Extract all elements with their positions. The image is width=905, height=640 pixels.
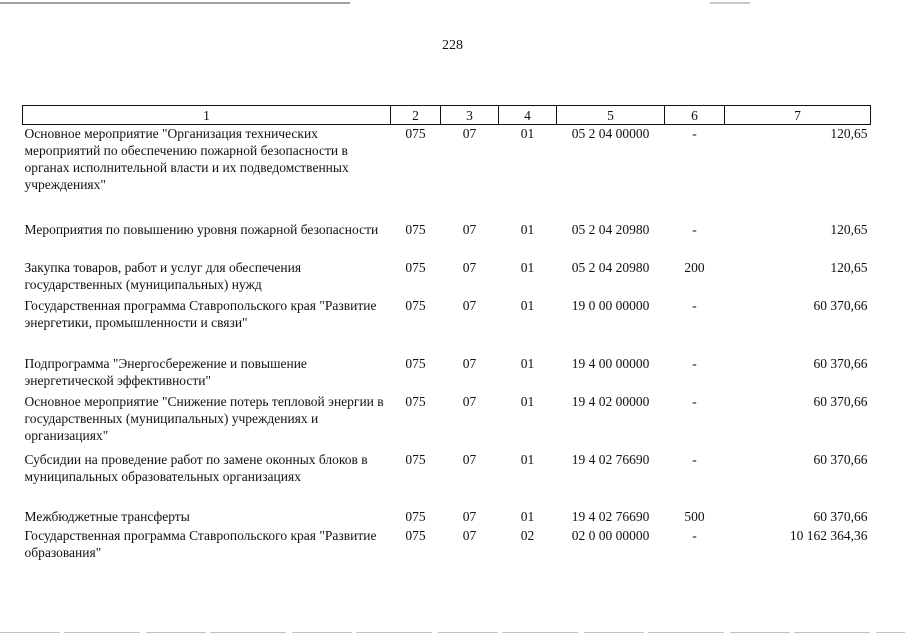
row-amount: 120,65 [830, 221, 868, 237]
table-row [23, 355, 871, 393]
row-amount: 120,65 [830, 259, 868, 275]
row-section-code: 07 [462, 259, 477, 275]
table-row [23, 259, 871, 297]
row-subsection-code: 01 [520, 508, 535, 524]
row-target-code: 05 2 04 00000 [571, 126, 650, 141]
row-name: Основное мероприятие "Снижение потерь тепловой энергии в государственных (муниципальных) учреждениях и организациях" [24, 393, 384, 443]
row-target-code: 19 4 00 00000 [571, 355, 650, 371]
table-row [23, 221, 871, 259]
row-name: Подпрограмма "Энергосбережение и повышение энергетической эффективности" [24, 355, 307, 388]
row-amount: 120,65 [830, 126, 868, 141]
row-name: Субсидии на проведение работ по замене оконных блоков в муниципальных образовательных организациях [24, 451, 368, 484]
row-expense-type: - [692, 393, 697, 409]
row-amount: 60 370,66 [813, 451, 868, 467]
row-amount: 60 370,66 [813, 297, 868, 313]
row-target-code: 19 4 02 76690 [571, 451, 650, 467]
scan-edge-top [0, 2, 905, 4]
row-ministry-code: 075 [405, 259, 426, 275]
row-expense-type: - [692, 451, 697, 467]
row-expense-type: - [692, 126, 697, 141]
table-row [23, 508, 871, 527]
row-subsection-code: 01 [520, 221, 535, 237]
row-name: Межбюджетные трансферты [24, 508, 190, 524]
row-subsection-code: 01 [520, 297, 535, 313]
column-header-5: 5 [557, 106, 665, 125]
row-ministry-code: 075 [405, 355, 426, 371]
row-target-code: 19 0 00 00000 [571, 297, 650, 313]
row-target-code: 19 4 02 76690 [571, 508, 650, 524]
row-target-code: 02 0 00 00000 [571, 527, 650, 543]
row-expense-type: - [692, 527, 697, 543]
row-target-code: 05 2 04 20980 [571, 221, 650, 237]
row-section-code: 07 [462, 393, 477, 409]
column-header-7: 7 [725, 106, 871, 125]
row-expense-type: 200 [684, 259, 705, 275]
row-amount: 60 370,66 [813, 508, 868, 524]
table-header-row [23, 106, 871, 125]
row-expense-type: - [692, 355, 697, 371]
row-ministry-code: 075 [405, 221, 426, 237]
row-ministry-code: 075 [405, 527, 426, 543]
row-subsection-code: 01 [520, 259, 535, 275]
row-name: Государственная программа Ставропольского края "Развитие образования" [24, 527, 377, 560]
table-row [23, 451, 871, 508]
row-ministry-code: 075 [405, 126, 426, 141]
row-ministry-code: 075 [405, 508, 426, 524]
table-row [23, 297, 871, 355]
column-header-4: 4 [499, 106, 557, 125]
row-subsection-code: 01 [520, 393, 535, 409]
row-section-code: 07 [462, 126, 477, 141]
row-ministry-code: 075 [405, 393, 426, 409]
row-section-code: 07 [462, 355, 477, 371]
row-name: Основное мероприятие "Организация технических мероприятий по обеспечению пожарной безопасности в органах исполнительной власти и их подведомственных учреждениях" [24, 126, 349, 192]
table-row [23, 527, 871, 565]
row-section-code: 07 [462, 221, 477, 237]
table-row [23, 125, 871, 221]
column-header-2: 2 [391, 106, 441, 125]
column-header-1: 1 [23, 106, 391, 125]
row-section-code: 07 [462, 508, 477, 524]
row-amount: 60 370,66 [813, 355, 868, 371]
budget-table [22, 105, 871, 565]
row-name: Государственная программа Ставропольского края "Развитие энергетики, промышленности и связи" [24, 297, 377, 330]
column-header-3: 3 [441, 106, 499, 125]
row-name: Мероприятия по повышению уровня пожарной безопасности [24, 221, 379, 237]
row-target-code: 05 2 04 20980 [571, 259, 650, 275]
row-subsection-code: 02 [520, 527, 535, 543]
table-row [23, 393, 871, 451]
scan-edge-bottom [0, 632, 905, 633]
row-target-code: 19 4 02 00000 [571, 393, 650, 409]
row-subsection-code: 01 [520, 355, 535, 371]
row-section-code: 07 [462, 451, 477, 467]
column-header-6: 6 [665, 106, 725, 125]
row-ministry-code: 075 [405, 451, 426, 467]
page-number: 228 [442, 38, 463, 53]
row-expense-type: - [692, 221, 697, 237]
row-amount: 60 370,66 [813, 393, 868, 409]
row-section-code: 07 [462, 297, 477, 313]
row-amount: 10 162 364,36 [789, 527, 868, 543]
row-subsection-code: 01 [520, 451, 535, 467]
row-subsection-code: 01 [520, 126, 535, 141]
row-section-code: 07 [462, 527, 477, 543]
row-name: Закупка товаров, работ и услуг для обеспечения государственных (муниципальных) нужд [24, 259, 302, 292]
row-expense-type: - [692, 297, 697, 313]
row-ministry-code: 075 [405, 297, 426, 313]
row-expense-type: 500 [684, 508, 705, 524]
